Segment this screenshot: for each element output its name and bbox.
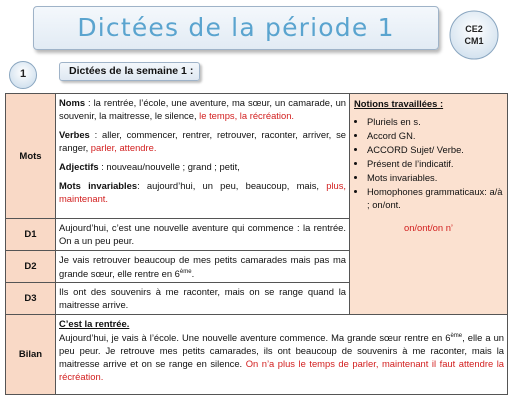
bilan-sup: ème (450, 333, 463, 340)
invariables-text: : aujourd’hui, un peu, beaucoup, mais, (137, 180, 327, 191)
d2-cell (56, 251, 350, 283)
invariables-red: plus, maintenant. (59, 180, 346, 204)
level-cm1: CM1 (464, 36, 484, 46)
title-banner (33, 6, 439, 50)
noms-red: le temps, la récréation. (199, 110, 295, 121)
week-heading (59, 62, 200, 81)
verbes-label: Verbes (59, 129, 90, 140)
row-label-mots: Mots (6, 94, 56, 219)
level-badge (448, 9, 500, 61)
notion-item: • Mots invariables. (367, 171, 503, 184)
adjectifs-text: : nouveau/nouvelle ; grand ; petit, (98, 161, 240, 172)
bilan-text1: Aujourd’hui, je vais à l’école. Une nouvelle aventure commence. Ma grande sœur rentre en 6 (59, 332, 451, 344)
week-label: Dictées de la semaine 1 : (69, 65, 194, 77)
notions-list (354, 115, 503, 211)
d2-end: . (191, 268, 195, 280)
notion-item: • Présent de l’indicatif. (367, 157, 503, 170)
verbes-red: parler, attendre. (90, 142, 157, 153)
d1-text: Aujourd’hui, c’est une nouvelle aventure qui commence : la rentrée. On a un peu peur. (56, 219, 350, 251)
level-ce2: CE2 (465, 24, 483, 34)
notion-item: • Homophones grammaticaux: a/à ; on/ont. (367, 185, 503, 211)
notion-item: • Accord GN. (367, 129, 503, 142)
homophones-line: on/ont/on n’ (404, 222, 453, 233)
bilan-heading: C’est la rentrée. (59, 318, 130, 330)
bilan-red: On n’a plus le temps de parler, maintenant il faut attendre la récréation. (59, 358, 504, 383)
bilan-cell (56, 315, 508, 395)
noms-text: : la rentrée, l’école, une aventure, ma sœur, un camarade, un souvenir, la maitresse, le silence, (59, 97, 346, 121)
verbes-text: : aller, commencer, rentrer, retrouver, raconter, arriver, se ranger, (59, 129, 346, 153)
noms-label: Noms (59, 97, 86, 108)
notion-item: • Pluriels en s. (367, 115, 503, 128)
notion-item: • ACCORD Sujet/ Verbe. (367, 143, 503, 156)
mots-cell (56, 94, 350, 219)
dictation-table (5, 93, 508, 395)
d2-sup: ème (179, 269, 192, 275)
d3-text: Ils ont des souvenirs à me raconter, mais on se range quand la maitresse arrive. (56, 283, 350, 315)
page-title: Dictées de la période 1 (77, 13, 395, 42)
row-label-d1: D1 (6, 219, 56, 251)
row-label-d3: D3 (6, 283, 56, 315)
row-label-d2: D2 (6, 251, 56, 283)
notions-title: Notions travaillées : (354, 98, 444, 109)
period-number: 1 (19, 68, 27, 80)
badge-circle-icon (448, 9, 500, 61)
invariables-label: Mots invariables (59, 180, 138, 191)
period-number-badge (8, 60, 38, 90)
d2-text: Je vais retrouver beaucoup de mes petits camarades mais pas ma grande sœur, elle rentre en 6 (59, 254, 346, 280)
adjectifs-label: Adjectifs (59, 161, 99, 172)
bilan-text2: , elle a un peu peur. Je retrouve mes petits camarades, ils ont beaucoup de souvenirs à me raconter, mais la maitresse arrive et on se range en silence. (59, 332, 505, 370)
notions-cell (350, 94, 508, 315)
row-label-bilan: Bilan (6, 315, 56, 395)
